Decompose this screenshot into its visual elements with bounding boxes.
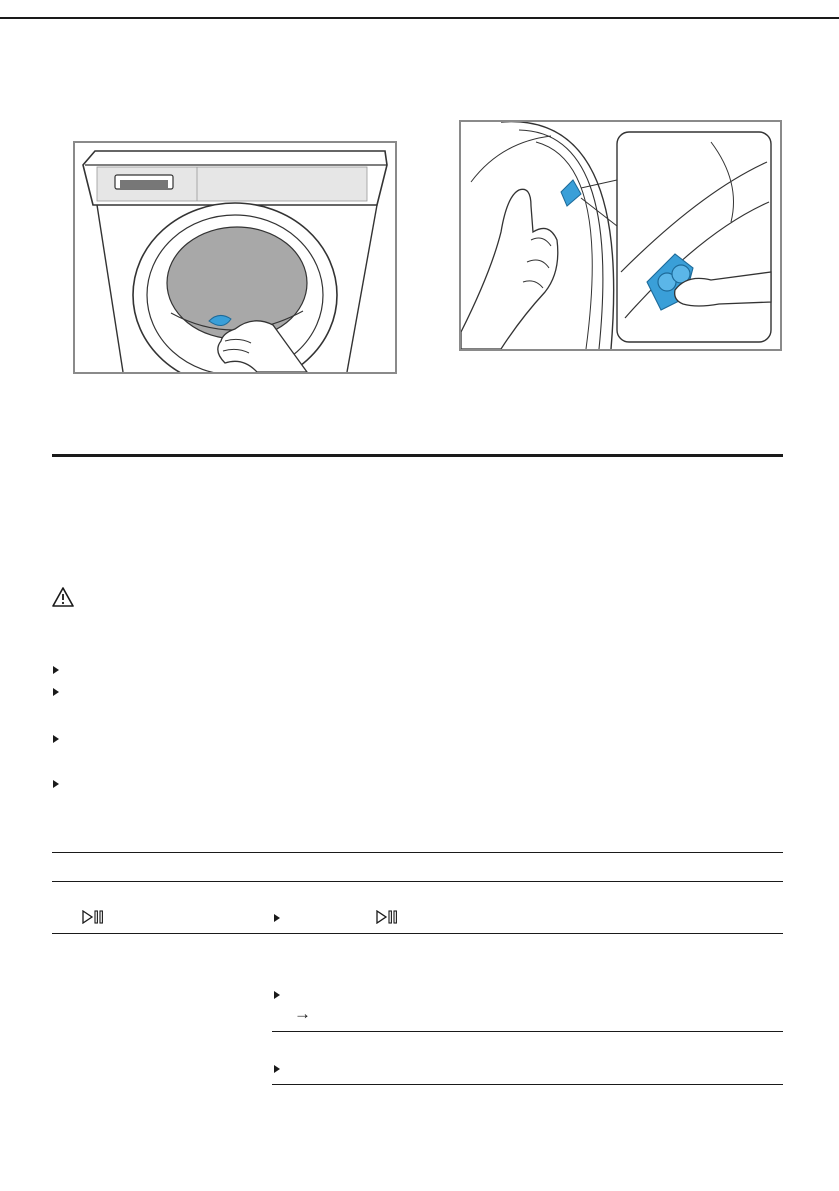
play-pause-icon bbox=[376, 910, 398, 924]
warning-triangle-icon bbox=[52, 586, 74, 608]
table-rule bbox=[52, 852, 783, 853]
bullet-arrow-icon bbox=[53, 666, 59, 674]
bullet-arrow-icon bbox=[274, 991, 280, 999]
table-rule bbox=[52, 933, 783, 934]
bullet-arrow-icon bbox=[53, 780, 59, 788]
foreign-object-removal-illustration bbox=[459, 120, 782, 351]
drum-detail-icon bbox=[461, 122, 780, 349]
bullet-arrow-icon bbox=[274, 1065, 280, 1073]
bullet-arrow-icon bbox=[53, 688, 59, 696]
section-divider bbox=[52, 454, 783, 457]
result-arrow: → bbox=[294, 1004, 311, 1023]
washer-seal-illustration bbox=[73, 141, 397, 374]
play-pause-icon bbox=[82, 910, 104, 924]
table-rule bbox=[272, 1084, 783, 1085]
bullet-arrow-icon bbox=[53, 735, 59, 743]
page-top-rule bbox=[0, 17, 839, 19]
table-rule bbox=[272, 1031, 783, 1032]
washer-front-icon bbox=[75, 143, 395, 372]
bullet-arrow-icon bbox=[274, 914, 280, 922]
table-rule bbox=[52, 881, 783, 882]
